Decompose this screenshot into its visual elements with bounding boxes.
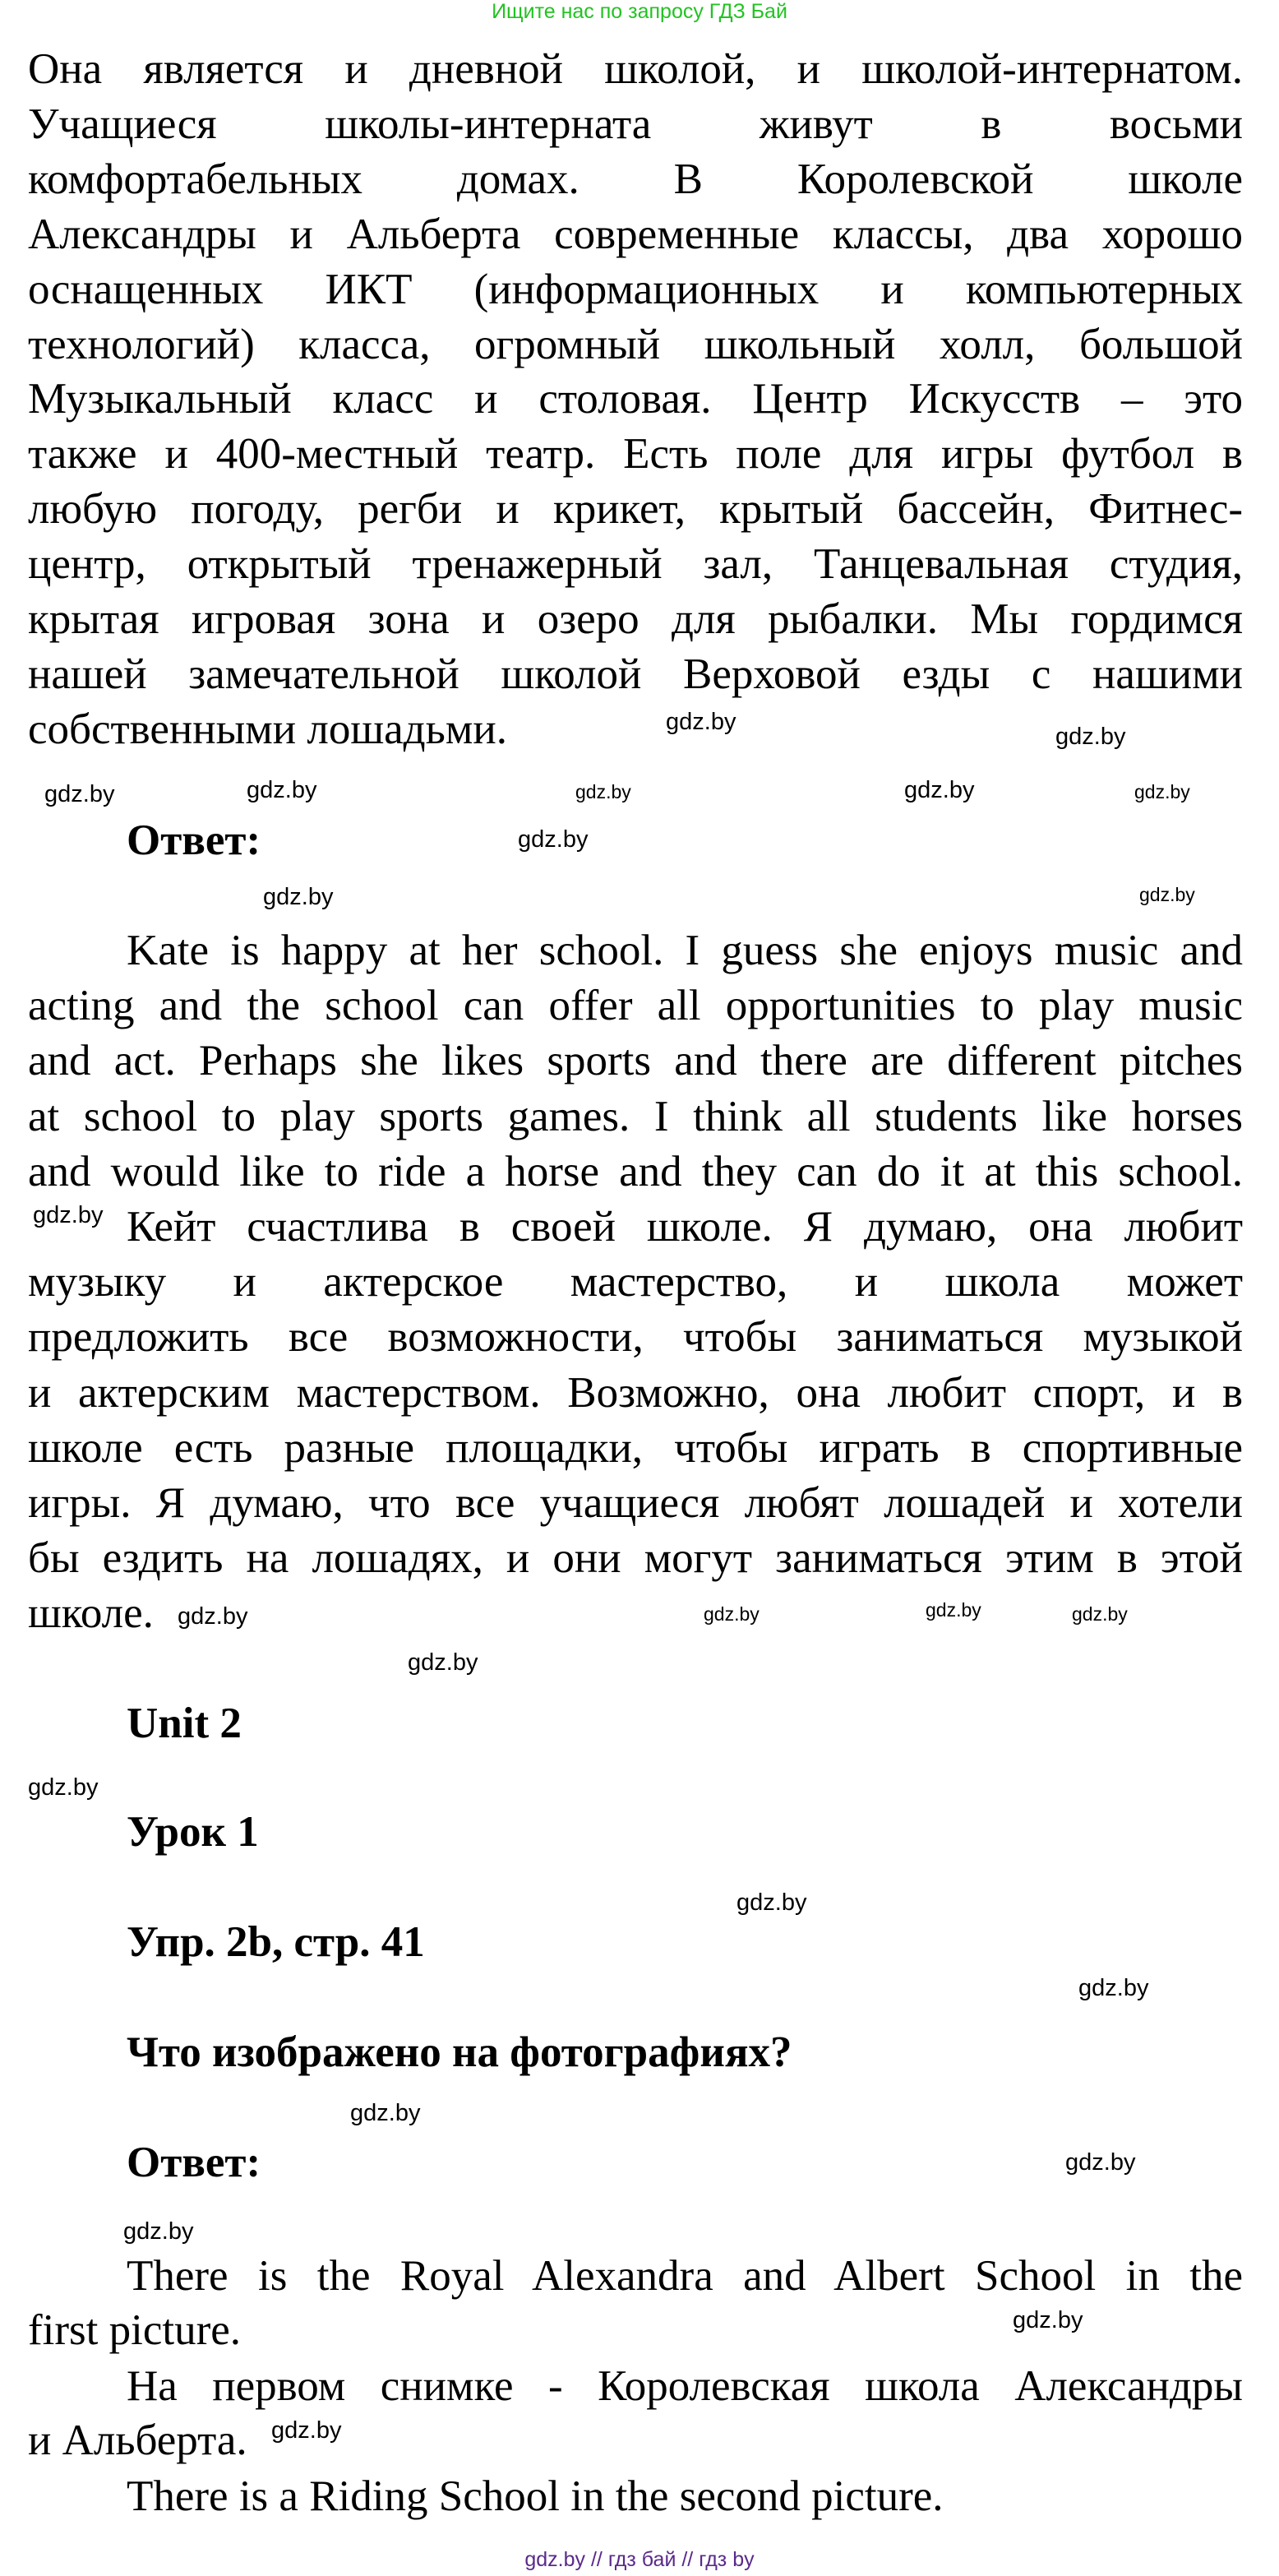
intro-line: любую погоду, регби и крикет, крытый бассейн, Фитнес- (28, 485, 1243, 534)
question-heading: Что изображено на фотографиях? (127, 2028, 792, 2076)
watermark: gdz.by (1055, 724, 1126, 750)
answer-ru-line: предложить все возможности, чтобы заниматься музыкой (28, 1313, 1243, 1362)
watermark: gdz.by (1134, 781, 1190, 802)
answer-ru-line: школе. (28, 1589, 154, 1638)
watermark: gdz.by (350, 2100, 421, 2126)
watermark: gdz.by (408, 1649, 478, 1676)
watermark: gdz.by (1065, 2149, 1136, 2176)
watermark: gdz.by (1013, 2307, 1083, 2333)
watermark: gdz.by (247, 777, 317, 803)
watermark: gdz.by (28, 1774, 99, 1801)
intro-line: Музыкальный класс и столовая. Центр Искусств – это (28, 375, 1243, 423)
watermark: gdz.by (271, 2417, 342, 2444)
unit-heading: Unit 2 (127, 1700, 242, 1747)
answer-line: first picture. (28, 2306, 242, 2354)
answer-ru-line: бы ездить на лошадях, и они могут заниматься этим в этой (28, 1534, 1243, 1583)
intro-line: технологий) класса, огромный школьный холл, большой (28, 320, 1243, 368)
watermark: gdz.by (704, 1603, 760, 1625)
answer-en-line: at school to play sports games. I think all students like horses (28, 1092, 1243, 1140)
answer-ru-line: Кейт счастлива в своей школе. Я думаю, она любит (127, 1203, 1243, 1251)
intro-line: нашей замечательной школой Верховой езды с нашими (28, 650, 1243, 698)
answer-ru-line: и актерским мастерством. Возможно, она любит спорт, и в (28, 1368, 1243, 1417)
answer-line: There is the Royal Alexandra and Albert School in the (127, 2252, 1243, 2300)
watermark: gdz.by (736, 1889, 807, 1916)
intro-line: Она является и дневной школой, и школой-интернатом. (28, 45, 1243, 93)
answer-en-line: and would like to ride a horse and they can do it at this school. (28, 1147, 1243, 1196)
answer-ru-line: игры. Я думаю, что все учащиеся любят лошадей и хотели (28, 1479, 1243, 1527)
answer-en-line: and act. Perhaps she likes sports and there are different pitches (28, 1037, 1243, 1085)
watermark: gdz.by (1139, 884, 1195, 905)
answer-ru-line: школе есть разные площадки, чтобы играть в спортивные (28, 1423, 1243, 1472)
answer-en-line: acting and the school can offer all opportunities to play music (28, 982, 1243, 1030)
watermark: gdz.by (1078, 1975, 1149, 2001)
answer-en-line: Kate is happy at her school. I guess she enjoys music and (127, 927, 1243, 974)
intro-line: оснащенных ИКТ (информационных и компьютерных (28, 265, 1243, 313)
answer-label: Ответ: (127, 816, 261, 864)
watermark: gdz.by (666, 709, 736, 735)
intro-line: комфортабельных домах. В Королевской школе (28, 155, 1243, 203)
answer-line: и Альберта. (28, 2416, 247, 2464)
lesson-heading: Урок 1 (127, 1808, 259, 1856)
intro-line: крытая игровая зона и озеро для рыбалки. Мы гордимся (28, 595, 1243, 643)
watermark: gdz.by (904, 777, 975, 803)
watermark: gdz.by (1072, 1603, 1128, 1625)
watermark: gdz.by (518, 826, 589, 853)
watermark: gdz.by (263, 884, 334, 910)
watermark: gdz.by (44, 781, 115, 807)
search-hint-banner: Ищите нас по запросу ГДЗ Бай (492, 0, 787, 23)
intro-line: Учащиеся школы-интерната живут в восьми (28, 99, 1243, 148)
intro-line: центр, открытый тренажерный зал, Танцевальная студия, (28, 540, 1243, 589)
exercise-heading: Упр. 2b, стр. 41 (127, 1918, 425, 1966)
intro-line: Александры и Альберта современные классы, два хорошо (28, 210, 1243, 258)
watermark: gdz.by (33, 1202, 104, 1228)
watermark: gdz.by (926, 1599, 981, 1621)
intro-line: также и 400-местный театр. Есть поле для игры футбол в (28, 430, 1243, 479)
answer-ru-line: музыку и актерское мастерство, и школа может (28, 1258, 1243, 1306)
answer-label: Ответ: (127, 2139, 261, 2186)
watermark: gdz.by (575, 781, 631, 802)
intro-line: собственными лошадьми. (28, 705, 507, 753)
watermark: gdz.by (178, 1603, 248, 1630)
answer-line: There is a Riding School in the second picture. (127, 2472, 944, 2520)
watermark: gdz.by (123, 2218, 194, 2245)
answer-line: На первом снимке - Королевская школа Александры (127, 2362, 1243, 2410)
footer-links[interactable]: gdz.by // гдз бай // гдз by (524, 2548, 755, 2571)
